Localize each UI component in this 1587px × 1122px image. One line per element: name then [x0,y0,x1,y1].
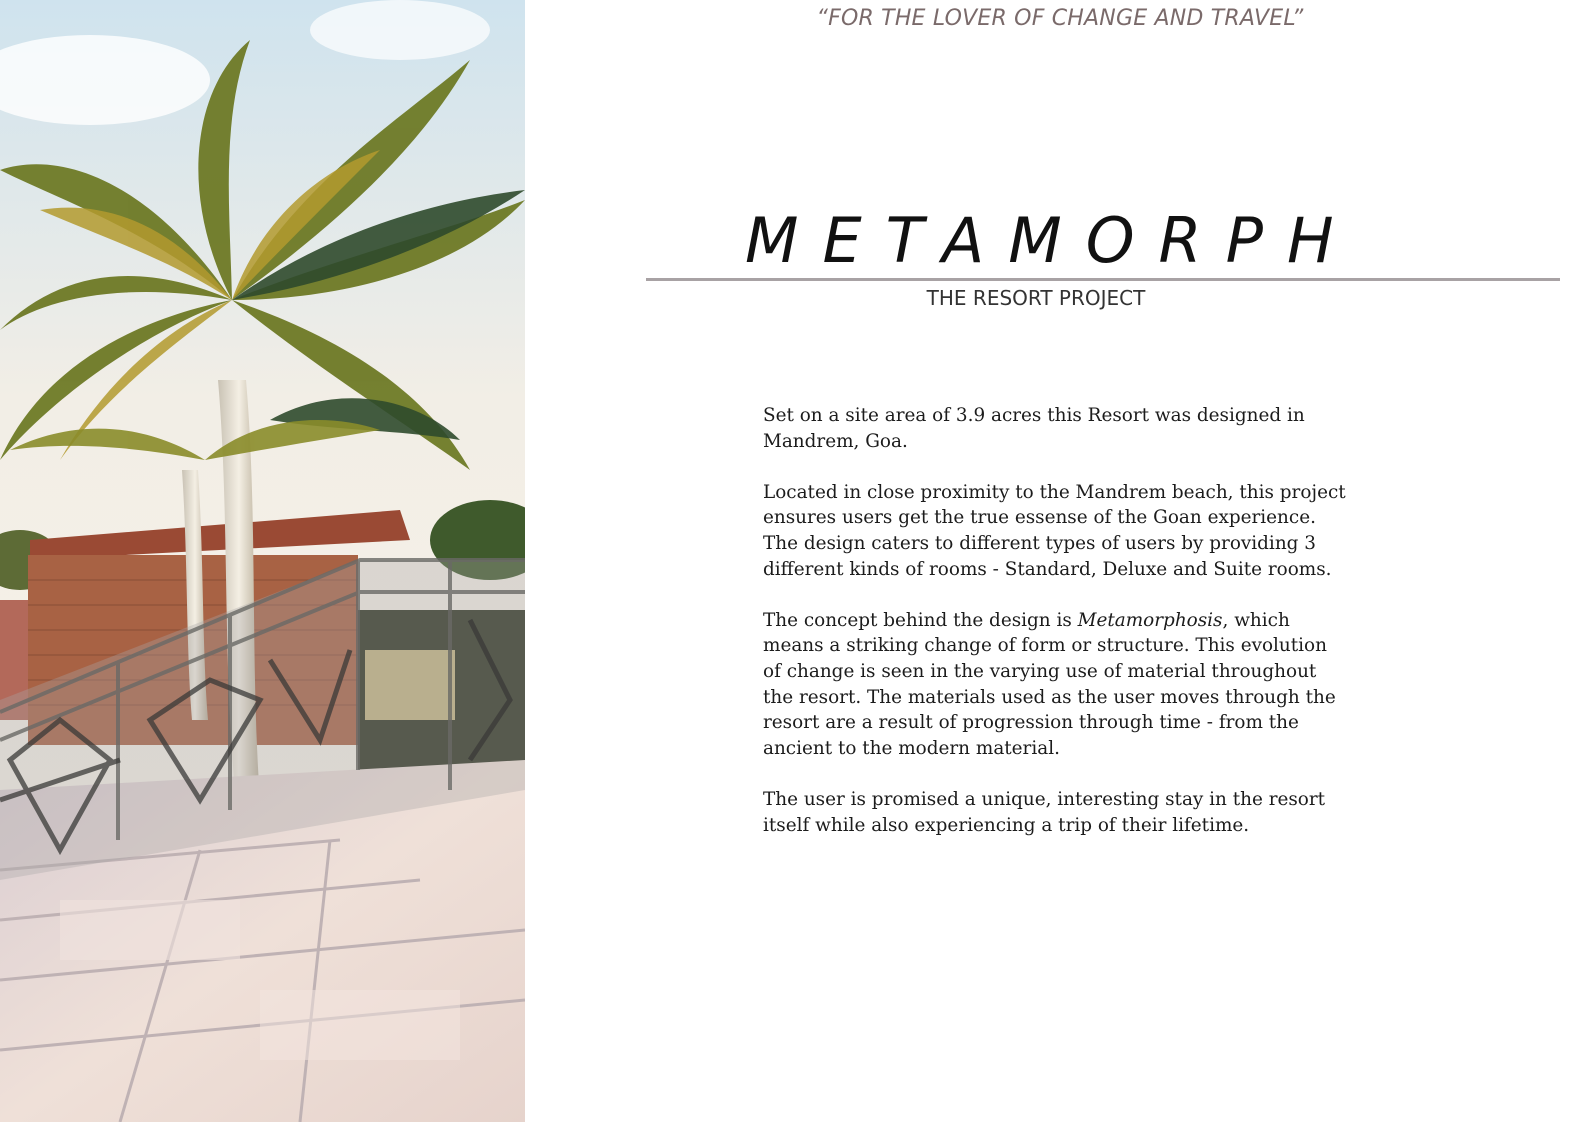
resort-illustration [0,0,525,1122]
concept-text-start: The concept behind the design is [763,609,1078,631]
concept-term: Metamorphosis [1077,609,1223,631]
paragraph-promise: The user is promised a unique, interesting stay in the resort itself while also experiencing a trip of their lifetime. [763,788,1326,836]
tagline: “FOR THE LOVER OF CHANGE AND TRAVEL” [816,6,1304,31]
resort-render-image [0,0,525,1122]
title-divider [646,278,1560,281]
concept-text-end: , which means a striking change of form or structure. This evolution of change is seen in the varying use of material throughout the resort. The materials used as the user moves through the resort are a result of progression through time - from the ancient to the modern material. [763,609,1336,759]
paragraph-location: Located in close proximity to the Mandrem beach, this project ensures users get the true essense of the Goan experience. The design caters to different types of users by providing 3 different kinds of rooms - Standard, Deluxe and Suite rooms. [763,481,1346,580]
project-subtitle: THE RESORT PROJECT [926,286,1146,310]
paragraph-concept [763,608,1403,762]
project-description [763,403,1403,864]
paragraph-site: Set on a site area of 3.9 acres this Resort was designed in Mandrem, Goa. [763,405,1305,452]
project-title: METAMORPH [745,204,1358,277]
